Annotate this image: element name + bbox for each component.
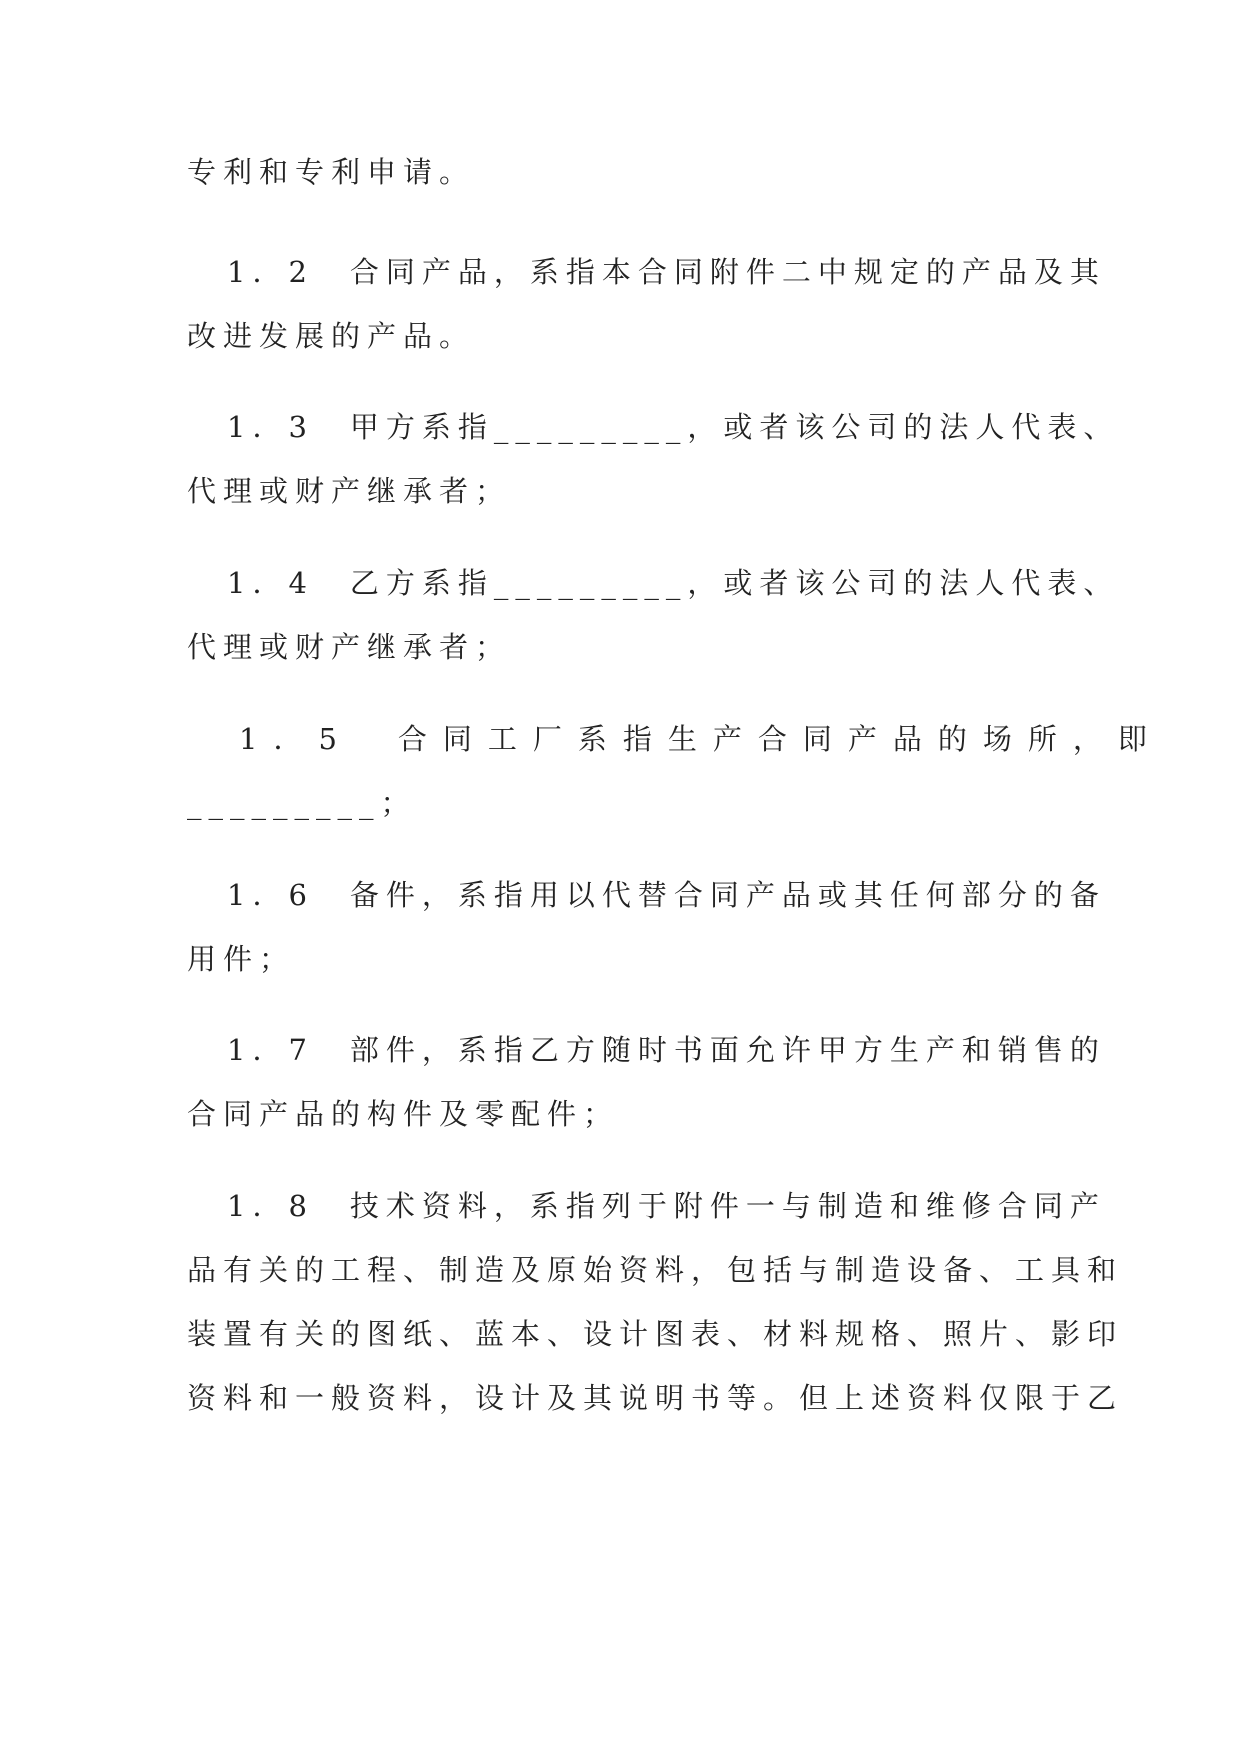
- paragraph-line: 1．4 乙方系指_________，或者该公司的法人代表、: [227, 566, 1120, 600]
- paragraph-line: 1．5 合同工厂系指生产合同产品的场所，即: [239, 722, 1163, 756]
- paragraph-line: 1．6 备件，系指用以代替合同产品或其任何部分的备: [227, 878, 1106, 912]
- paragraph-line: 1．2 合同产品，系指本合同附件二中规定的产品及其: [227, 255, 1106, 289]
- paragraph-1-3: [187, 395, 1120, 523]
- paragraph-line: 代理或财产继承者；: [187, 474, 512, 508]
- paragraph-line: 1．7 部件，系指乙方随时书面允许甲方生产和销售的: [227, 1033, 1106, 1067]
- paragraph-line: 资料和一般资料，设计及其说明书等。但上述资料仅限于乙: [187, 1381, 1124, 1415]
- paragraph-1-6: [187, 863, 1106, 991]
- paragraph-line: 1．3 甲方系指_________，或者该公司的法人代表、: [227, 410, 1120, 444]
- paragraph-1-7: [187, 1018, 1106, 1146]
- paragraph-line: 品有关的工程、制造及原始资料，包括与制造设备、工具和: [187, 1253, 1124, 1287]
- paragraph-line: 用件；: [187, 942, 296, 976]
- paragraph-line: 代理或财产继承者；: [187, 630, 512, 664]
- paragraph-continuation: [187, 140, 1057, 204]
- paragraph-line: 专利和专利申请。: [187, 155, 476, 189]
- paragraph-1-5: [187, 707, 1163, 835]
- paragraph-line: 改进发展的产品。: [187, 319, 476, 353]
- paragraph-1-2: [187, 240, 1106, 368]
- paragraph-line: _________；: [187, 786, 417, 820]
- paragraph-1-8: [187, 1174, 1124, 1430]
- paragraph-line: 1．8 技术资料，系指列于附件一与制造和维修合同产: [227, 1189, 1106, 1223]
- paragraph-1-4: [187, 551, 1120, 679]
- paragraph-line: 合同产品的构件及零配件；: [187, 1097, 620, 1131]
- paragraph-line: 装置有关的图纸、蓝本、设计图表、材料规格、照片、影印: [187, 1317, 1124, 1351]
